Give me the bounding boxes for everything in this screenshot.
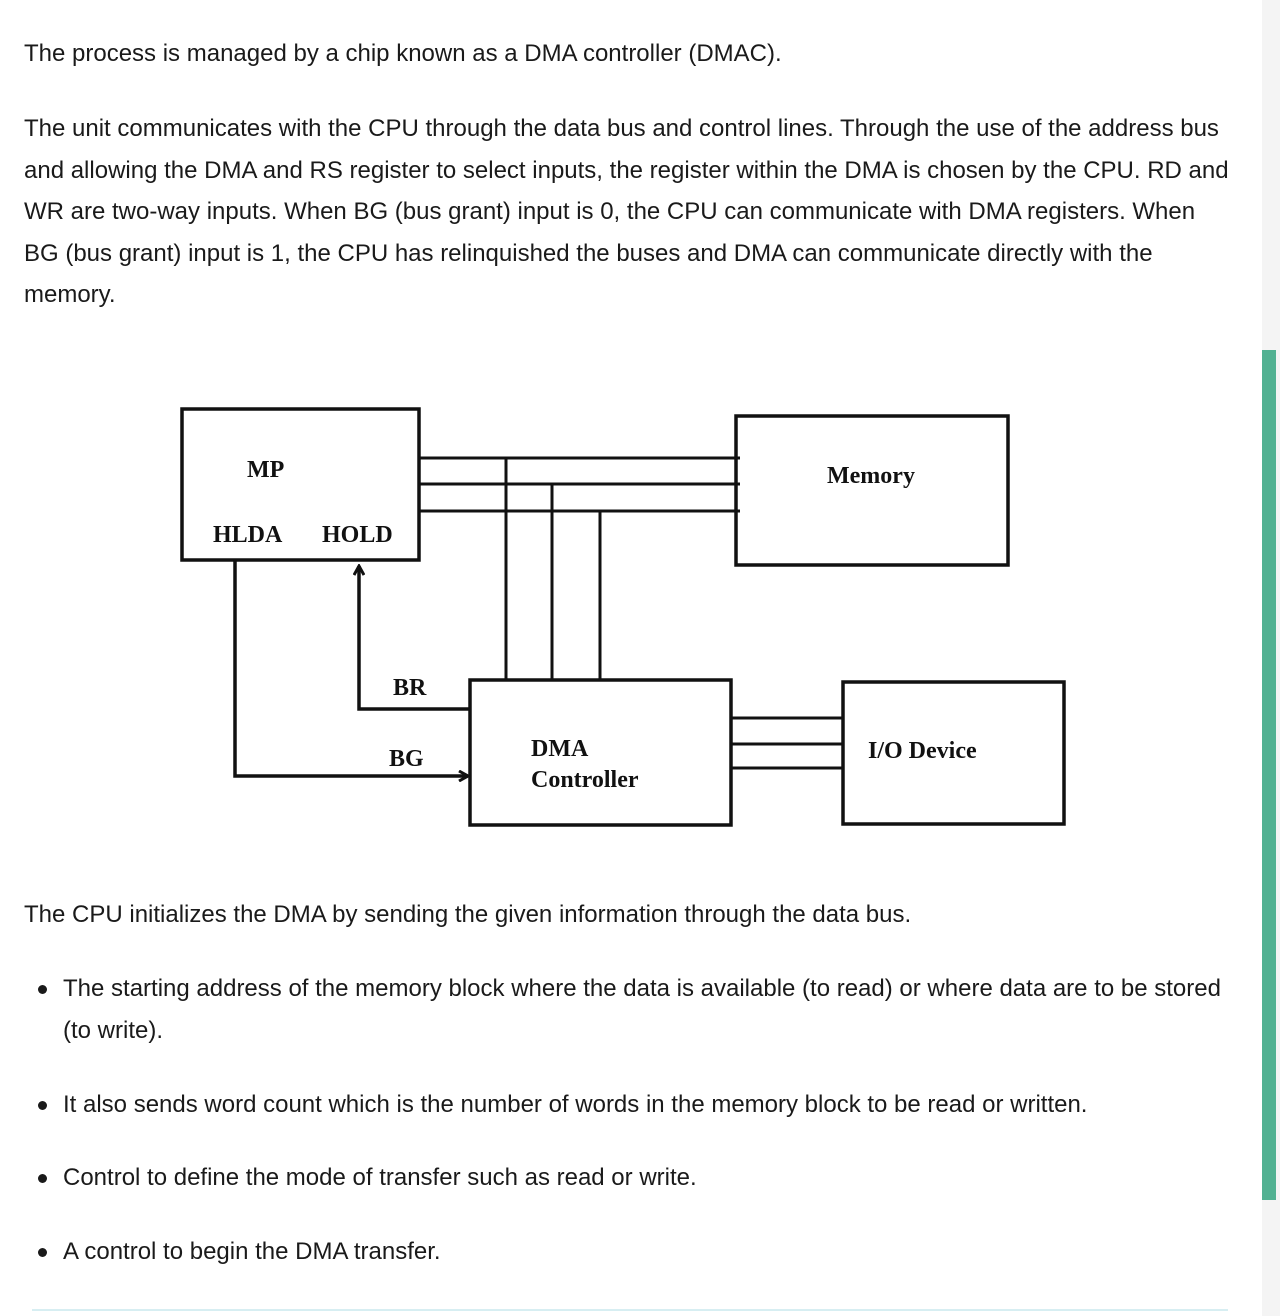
list-item bbox=[24, 968, 1224, 1051]
br-label: BR bbox=[393, 675, 427, 701]
bullet-dot bbox=[38, 1248, 47, 1257]
hold-label: HOLD bbox=[322, 522, 393, 548]
intro-paragraph: The process is managed by a chip known as a DMA controller (DMAC). bbox=[24, 40, 782, 67]
mp-label: MP bbox=[247, 457, 285, 483]
controller-label: Controller bbox=[531, 767, 639, 793]
dma-label: DMA bbox=[531, 736, 589, 762]
dma-controller-box bbox=[470, 680, 731, 825]
scrollbar-thumb[interactable] bbox=[1262, 350, 1276, 1200]
bg-label: BG bbox=[389, 746, 424, 772]
list-item-text: It also sends word count which is the number of words in the memory block to be read or written. bbox=[63, 1091, 1088, 1118]
list-item-text: Control to define the mode of transfer such as read or write. bbox=[63, 1164, 697, 1191]
list-item bbox=[24, 1231, 1224, 1273]
bullet-dot bbox=[38, 985, 47, 994]
content-divider bbox=[32, 1309, 1228, 1311]
hlda-bg-signal bbox=[235, 560, 468, 776]
list-item bbox=[24, 1084, 1224, 1126]
description-paragraph: The unit communicates with the CPU through the data bus and control lines. Through the use of the address bus and allowing the DMA and RS register to select inputs, the register within the DMA is chosen by the CPU. RD and WR are two-way inputs. When BG (bus grant) input is 0, the CPU can communicate with DMA registers. When BG (bus grant) input is 1, the CPU has relinquished the buses and DMA can communicate directly with the memory. bbox=[24, 115, 1229, 308]
memory-box bbox=[736, 416, 1008, 565]
bullet-dot bbox=[38, 1174, 47, 1183]
initialization-paragraph: The CPU initializes the DMA by sending the given information through the data bus. bbox=[24, 901, 912, 928]
io-device-label: I/O Device bbox=[868, 738, 977, 764]
list-item-text: The starting address of the memory block where the data is available (to read) or where data are to be stored (to write). bbox=[63, 975, 1221, 1044]
list-item bbox=[24, 1157, 1224, 1199]
bullet-dot bbox=[38, 1101, 47, 1110]
memory-label: Memory bbox=[827, 463, 915, 489]
hlda-label: HLDA bbox=[213, 522, 283, 548]
list-item-text: A control to begin the DMA transfer. bbox=[63, 1238, 441, 1265]
system-bus bbox=[419, 458, 843, 768]
